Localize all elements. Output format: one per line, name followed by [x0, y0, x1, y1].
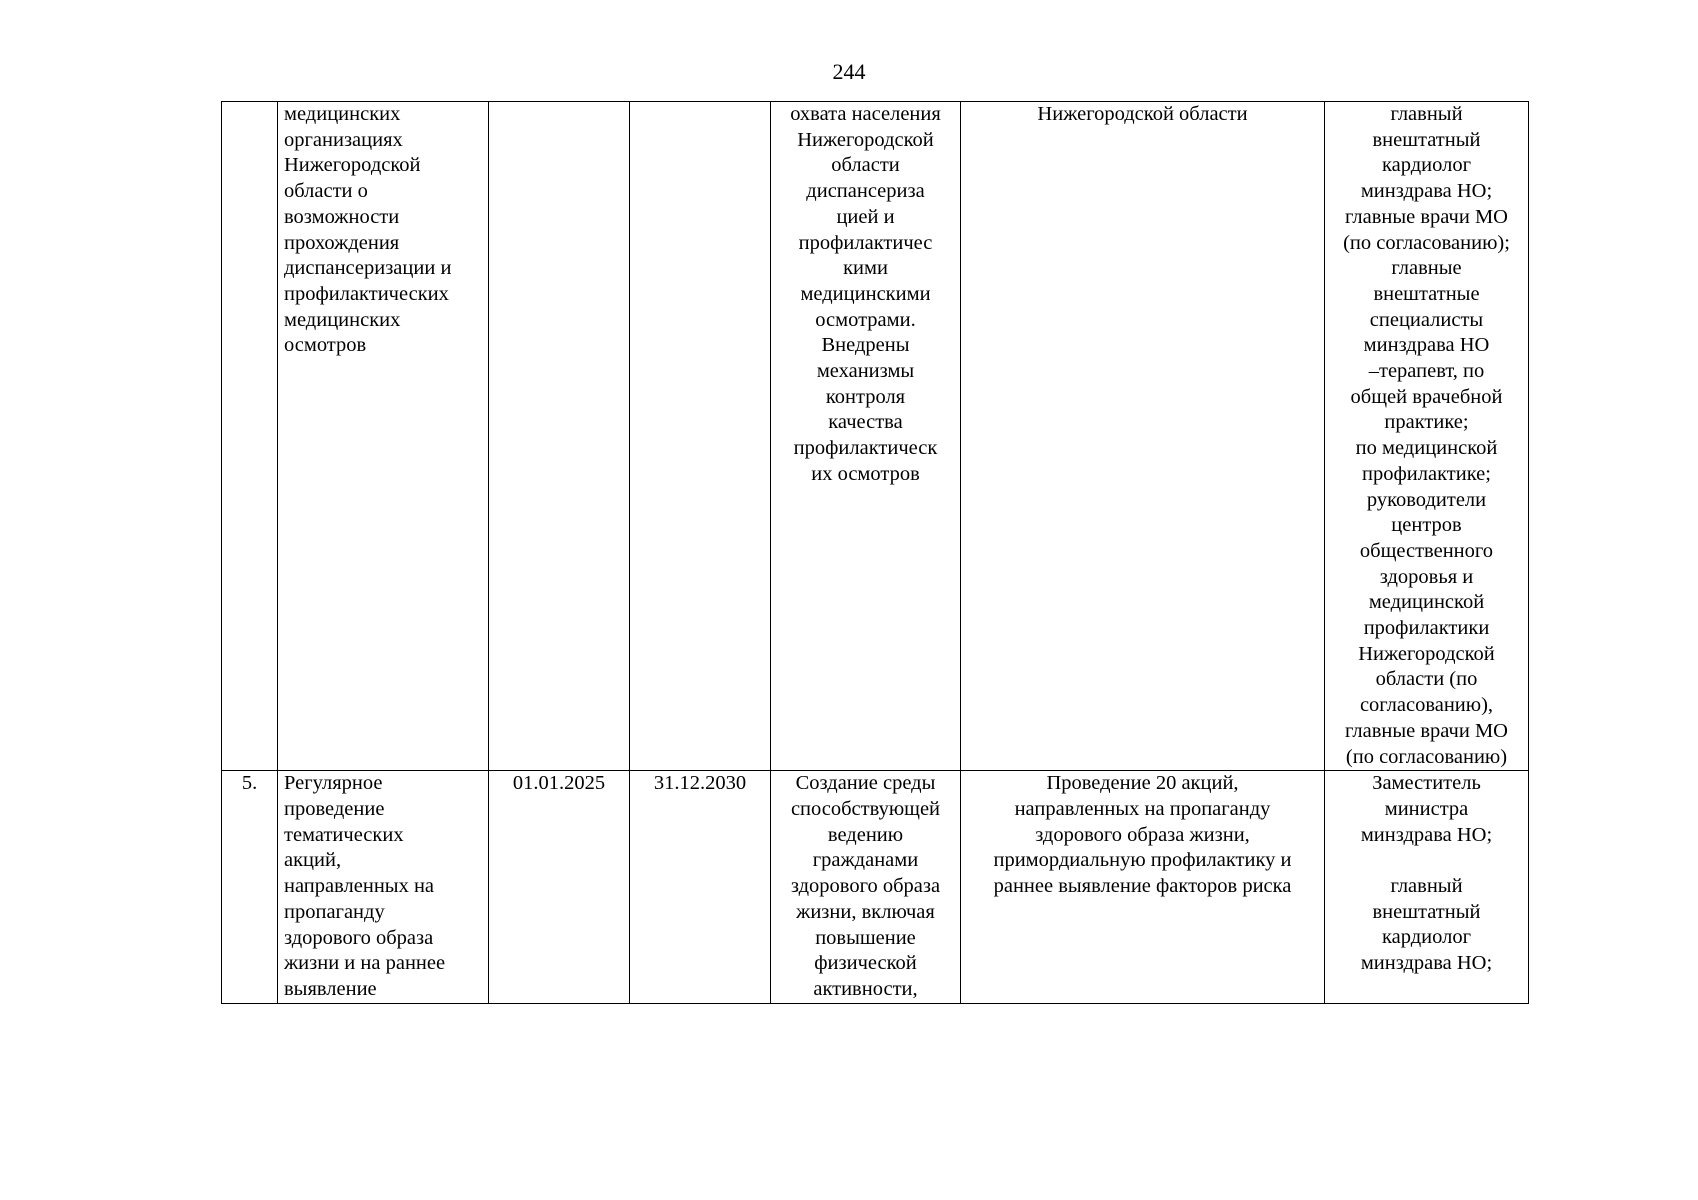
cell-text-line: осмотров — [284, 334, 367, 357]
cell-text-line: согласованию), — [1359, 694, 1494, 717]
cell-text-line: медицинскими — [800, 282, 931, 305]
cell-end-date — [630, 771, 771, 1003]
cell-text-line: примордиальную профилактику и — [993, 849, 1292, 872]
cell-text-line — [1331, 848, 1522, 874]
cell-text-line: Регулярное — [284, 772, 383, 795]
cell-text-line: физической — [814, 952, 917, 975]
cell-number — [222, 771, 278, 1003]
cell-text-line: осмотрами. — [815, 308, 916, 331]
cell-responsible — [1325, 771, 1529, 1003]
cell-text-line: Создание среды — [795, 772, 936, 795]
cell-text-line: области — [831, 154, 900, 177]
cell-text-line: медицинских — [284, 308, 401, 331]
cell-text-line: руководители — [1366, 488, 1487, 511]
cell-text-line: (по согласованию); — [1343, 231, 1510, 254]
cell-text-line: кими — [843, 257, 888, 280]
cell-text-line: активности, — [813, 977, 918, 1000]
table-row — [222, 771, 1529, 1003]
cell-text-line: гражданами — [812, 849, 919, 872]
cell-text-line: качества — [828, 411, 903, 434]
cell-text-line: общественного — [1359, 539, 1494, 562]
cell-text-line: контроля — [825, 385, 906, 408]
cell-text-line: повышение — [815, 926, 916, 949]
cell-text-line: главные — [1391, 257, 1462, 280]
cell-number — [222, 102, 278, 771]
document-table — [221, 101, 1529, 1004]
cell-text-line: минздрава НО; — [1360, 952, 1493, 975]
cell-text-line: Нижегородской области — [1037, 103, 1248, 125]
cell-text-line: Проведение 20 акций, — [1046, 772, 1239, 795]
cell-text-line: министра — [1384, 797, 1469, 820]
cell-text-line: –терапевт, по — [1368, 360, 1485, 383]
cell-indicator — [961, 102, 1325, 771]
cell-text-line: медицинских — [284, 103, 401, 125]
cell-text-line: профилактичес — [798, 231, 933, 254]
cell-text-line: главный — [1390, 875, 1463, 898]
cell-text-line: проведение — [284, 797, 385, 820]
cell-text-line: по медицинской — [1355, 437, 1498, 460]
cell-text-line: специалисты — [1369, 308, 1484, 331]
cell-text-line: (по согласованию) — [1345, 745, 1508, 768]
cell-responsible — [1325, 102, 1529, 771]
cell-text-line: медицинской — [1368, 591, 1485, 614]
cell-text-line: профилактике; — [1362, 462, 1491, 485]
cell-text-line: минздрава НО; — [1360, 823, 1493, 846]
cell-text-line: диспансеризации и — [284, 257, 452, 280]
cell-text-line: ведению — [827, 823, 904, 846]
cell-text-line: внештатные — [1373, 282, 1480, 305]
cell-expected-result — [771, 102, 961, 771]
cell-text-line: минздрава НО — [1363, 334, 1490, 357]
cell-start-date — [489, 102, 630, 771]
cell-text-line: возможности — [284, 205, 400, 228]
cell-text-line: области о — [284, 180, 368, 203]
cell-text-line: жизни и на раннее — [284, 952, 446, 975]
cell-text-line: способствующей — [790, 797, 941, 820]
cell-text-line: их осмотров — [811, 462, 920, 485]
cell-text-line: Внедрены — [821, 334, 910, 357]
cell-text-line: главные врачи МО — [1345, 205, 1508, 228]
table-row — [222, 102, 1529, 771]
cell-text-line: профилактических — [284, 282, 449, 305]
cell-text-line: пропаганду — [284, 900, 385, 923]
cell-text-line: 01.01.2025 — [512, 772, 606, 795]
cell-event — [278, 771, 489, 1003]
cell-text-line: практике; — [1384, 411, 1469, 434]
cell-text-line: 31.12.2030 — [653, 772, 747, 795]
cell-text-line: 5. — [241, 772, 258, 795]
cell-text-line: тематических — [284, 823, 404, 846]
cell-text-line: внештатный — [1372, 900, 1481, 923]
cell-text-line: диспансериза — [806, 180, 925, 203]
cell-text-line: Заместитель — [1372, 772, 1481, 795]
cell-text-line: центров — [1391, 514, 1462, 537]
cell-expected-result — [771, 771, 961, 1003]
cell-text-line: здорового образа жизни, — [1035, 823, 1250, 846]
cell-text-line: кардиолог — [1382, 926, 1471, 949]
cell-text-line: профилактическ — [793, 437, 938, 460]
cell-text-line: раннее выявление факторов риска — [993, 875, 1292, 898]
cell-text-line: здорового образа — [790, 875, 941, 898]
cell-text-line: цией и — [836, 205, 895, 228]
cell-text-line: здоровья и — [1379, 565, 1474, 588]
cell-end-date — [630, 102, 771, 771]
cell-text-line: общей врачебной — [1350, 385, 1503, 408]
cell-text-line: кардиолог — [1382, 154, 1471, 177]
cell-text-line: главный — [1390, 103, 1463, 125]
page-number: 244 — [832, 59, 866, 84]
cell-text-line: акций, — [284, 849, 342, 872]
cell-text-line: Нижегородской — [797, 128, 934, 151]
cell-text-line: направленных на пропаганду — [1014, 797, 1271, 820]
cell-indicator — [961, 771, 1325, 1003]
cell-text-line: жизни, включая — [796, 900, 935, 923]
cell-text-line: направленных на — [284, 875, 435, 898]
cell-start-date — [489, 771, 630, 1003]
cell-text-line: профилактики — [1363, 617, 1490, 640]
cell-text-line: внештатный — [1372, 128, 1481, 151]
cell-text-line: области (по — [1375, 668, 1478, 691]
cell-text-line: Нижегородской — [1358, 642, 1495, 665]
cell-text-line: организациях — [284, 128, 403, 151]
cell-text-line: Нижегородской — [284, 154, 421, 177]
cell-text-line: здорового образа — [284, 926, 434, 949]
cell-text-line: минздрава НО; — [1360, 180, 1493, 203]
cell-text-line: прохождения — [284, 231, 400, 254]
cell-text-line: главные врачи МО — [1345, 719, 1508, 742]
cell-text-line: охвата населения — [790, 103, 941, 125]
cell-text-line: выявление — [284, 977, 377, 1000]
cell-event — [278, 102, 489, 771]
cell-text-line: механизмы — [816, 360, 915, 383]
